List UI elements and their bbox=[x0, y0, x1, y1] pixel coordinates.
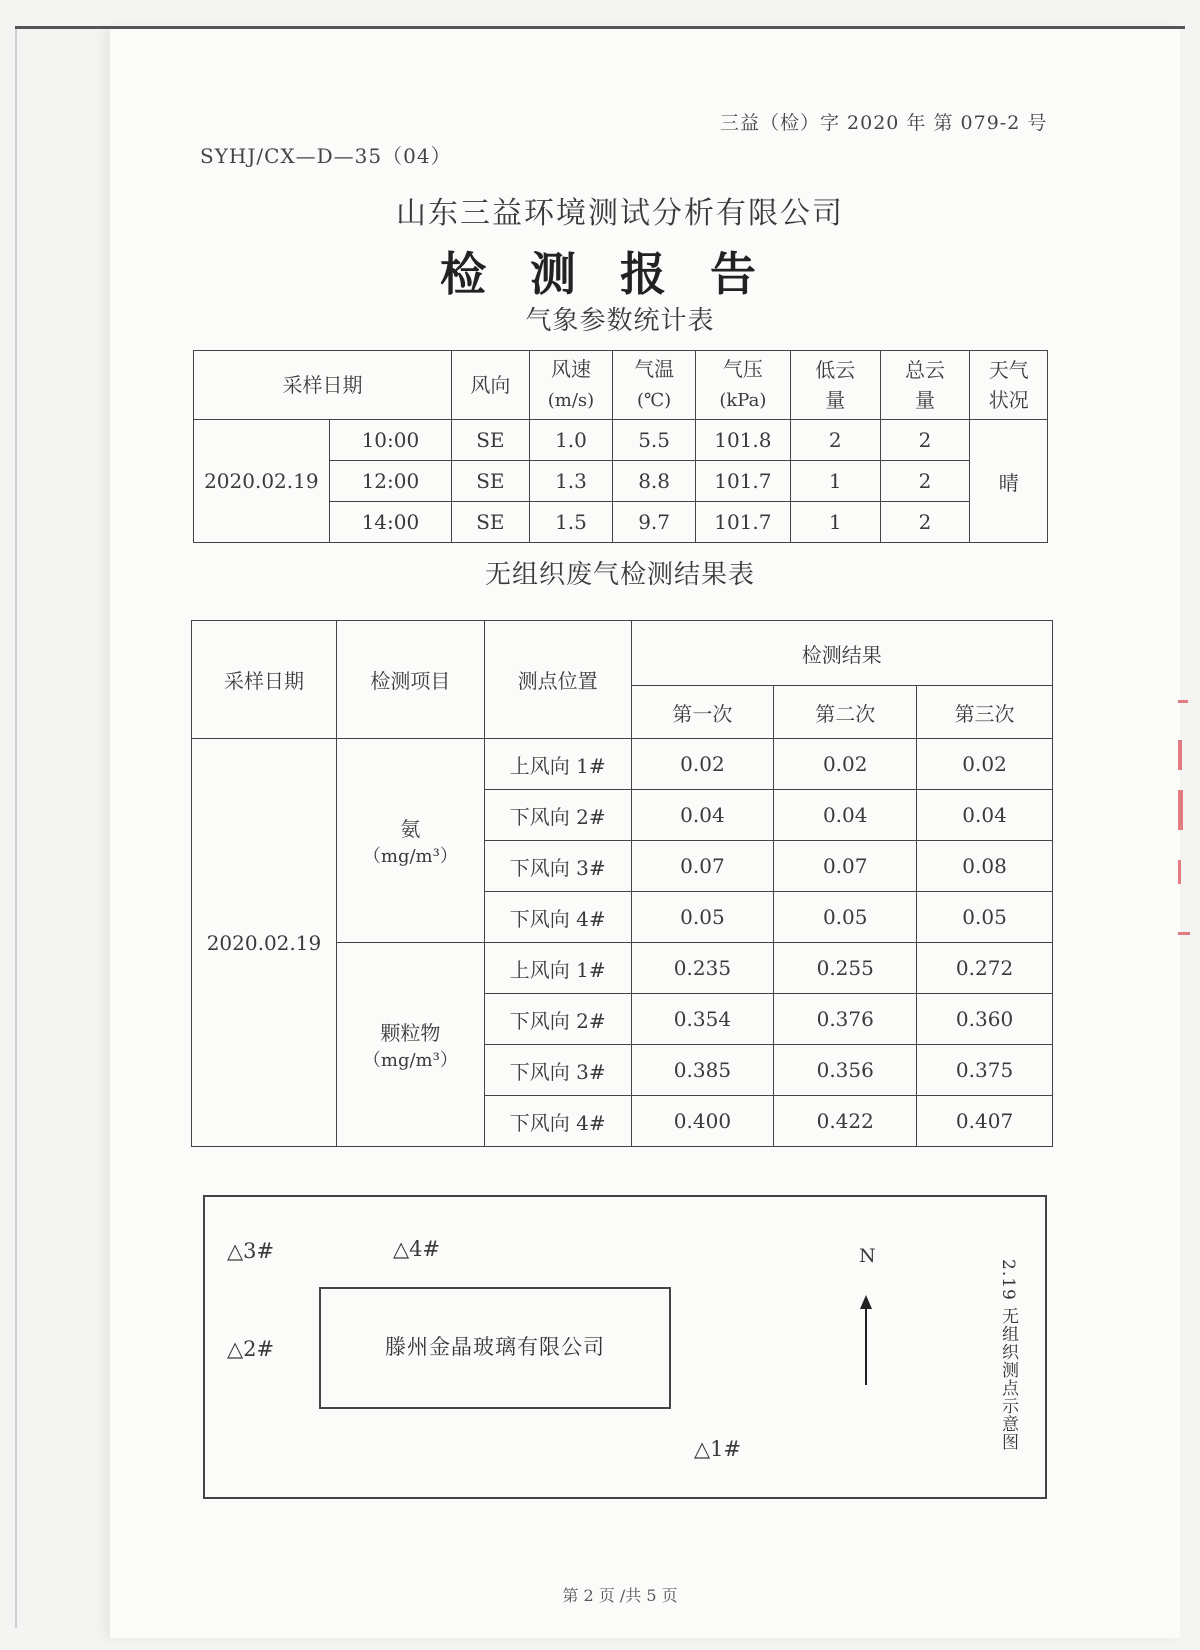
point-cell: 下风向 2# bbox=[484, 994, 631, 1045]
wind-speed-cell: 1.0 bbox=[529, 420, 613, 461]
emission-date-cell: 2020.02.19 bbox=[192, 739, 337, 1147]
result-cell: 0.02 bbox=[917, 739, 1053, 790]
emission-header-third: 第三次 bbox=[917, 686, 1053, 739]
emission-header-point: 测点位置 bbox=[484, 621, 631, 739]
pressure-label: 气压 bbox=[722, 357, 763, 381]
result-cell: 0.235 bbox=[631, 943, 774, 994]
low-cloud-cell: 1 bbox=[790, 502, 880, 543]
weather-header-wind-dir: 风向 bbox=[452, 351, 530, 420]
table-row bbox=[194, 420, 1048, 461]
emission-header-second: 第二次 bbox=[774, 686, 917, 739]
point-cell: 下风向 4# bbox=[484, 1096, 631, 1147]
item-particulate-cell bbox=[336, 943, 484, 1147]
temp-unit: (℃) bbox=[637, 390, 672, 411]
low-cloud-label-2: 量 bbox=[825, 388, 846, 412]
result-cell: 0.04 bbox=[774, 790, 917, 841]
result-cell: 0.02 bbox=[631, 739, 774, 790]
point-cell: 上风向 1# bbox=[484, 739, 631, 790]
weather-header-pressure bbox=[695, 351, 790, 420]
point-3-marker: △3# bbox=[227, 1239, 275, 1263]
result-cell: 0.07 bbox=[631, 841, 774, 892]
time-cell: 14:00 bbox=[329, 502, 451, 543]
item-unit: （mg/m³） bbox=[362, 1050, 458, 1071]
result-cell: 0.356 bbox=[774, 1045, 917, 1096]
sampling-point-diagram bbox=[203, 1195, 1047, 1499]
item-name: 氨 bbox=[400, 817, 421, 841]
weather-label-1: 天气 bbox=[988, 358, 1029, 382]
wind-speed-cell: 1.5 bbox=[529, 502, 613, 543]
point-cell: 上风向 1# bbox=[484, 943, 631, 994]
wind-speed-label: 风速 bbox=[550, 357, 591, 381]
company-name: 山东三益环境测试分析有限公司 bbox=[396, 196, 844, 231]
weather-condition-cell: 晴 bbox=[970, 420, 1048, 543]
point-cell: 下风向 3# bbox=[484, 841, 631, 892]
total-cloud-cell: 2 bbox=[880, 461, 970, 502]
weather-header-weather bbox=[970, 351, 1048, 420]
point-2-marker: △2# bbox=[227, 1337, 275, 1361]
weather-header-wind-speed bbox=[529, 351, 613, 420]
plant-name: 滕州金晶玻璃有限公司 bbox=[385, 1335, 605, 1359]
result-cell: 0.407 bbox=[917, 1096, 1053, 1147]
total-cloud-label-1: 总云 bbox=[904, 358, 945, 382]
document-code: SYHJ/CX—D—35（04） bbox=[200, 144, 452, 168]
weather-table bbox=[193, 350, 1048, 543]
result-cell: 0.354 bbox=[631, 994, 774, 1045]
time-cell: 12:00 bbox=[329, 461, 451, 502]
emission-table-caption: 无组织废气检测结果表 bbox=[484, 560, 755, 590]
time-cell: 10:00 bbox=[329, 420, 451, 461]
result-cell: 0.375 bbox=[917, 1045, 1053, 1096]
result-cell: 0.422 bbox=[774, 1096, 917, 1147]
result-cell: 0.05 bbox=[917, 892, 1053, 943]
weather-label-2: 状况 bbox=[988, 388, 1029, 412]
result-cell: 0.05 bbox=[631, 892, 774, 943]
report-number: 三益（检）字 2020 年 第 079-2 号 bbox=[720, 112, 1048, 134]
temp-cell: 9.7 bbox=[613, 502, 696, 543]
result-cell: 0.385 bbox=[631, 1045, 774, 1096]
temp-cell: 8.8 bbox=[613, 461, 696, 502]
result-cell: 0.272 bbox=[917, 943, 1053, 994]
result-cell: 0.255 bbox=[774, 943, 917, 994]
wind-dir-cell: SE bbox=[452, 461, 530, 502]
weather-header-row bbox=[194, 351, 1048, 420]
item-unit: （mg/m³） bbox=[362, 846, 458, 867]
pressure-unit: (kPa) bbox=[719, 390, 767, 411]
emission-header-first: 第一次 bbox=[631, 686, 774, 739]
wind-speed-cell: 1.3 bbox=[529, 461, 613, 502]
result-cell: 0.05 bbox=[774, 892, 917, 943]
point-cell: 下风向 2# bbox=[484, 790, 631, 841]
pressure-cell: 101.8 bbox=[695, 420, 790, 461]
emission-header-results: 检测结果 bbox=[631, 621, 1052, 686]
diagram-caption: 2.19 无组织测点示意图 bbox=[998, 1259, 1018, 1452]
emission-header-date: 采样日期 bbox=[192, 621, 337, 739]
result-cell: 0.360 bbox=[917, 994, 1053, 1045]
north-arrow-shaft bbox=[865, 1307, 867, 1385]
total-cloud-label-2: 量 bbox=[914, 388, 935, 412]
emission-header-row bbox=[192, 621, 1053, 686]
table-row bbox=[192, 739, 1053, 790]
low-cloud-cell: 1 bbox=[790, 461, 880, 502]
wind-dir-cell: SE bbox=[452, 502, 530, 543]
weather-header-temp bbox=[613, 351, 696, 420]
weather-date-cell: 2020.02.19 bbox=[194, 420, 330, 543]
seal-stamp-fragment bbox=[1172, 700, 1190, 940]
total-cloud-cell: 2 bbox=[880, 502, 970, 543]
weather-header-low-cloud bbox=[790, 351, 880, 420]
point-cell: 下风向 3# bbox=[484, 1045, 631, 1096]
emission-header-item: 检测项目 bbox=[336, 621, 484, 739]
temp-cell: 5.5 bbox=[613, 420, 696, 461]
page-number: 第 2 页 /共 5 页 bbox=[562, 1586, 678, 1605]
report-title: 检测报告 bbox=[440, 247, 800, 301]
result-cell: 0.04 bbox=[631, 790, 774, 841]
point-4-marker: △4# bbox=[393, 1237, 441, 1261]
emission-table bbox=[191, 620, 1053, 1147]
result-cell: 0.07 bbox=[774, 841, 917, 892]
item-name: 颗粒物 bbox=[380, 1021, 441, 1045]
result-cell: 0.08 bbox=[917, 841, 1053, 892]
result-cell: 0.02 bbox=[774, 739, 917, 790]
temp-label: 气温 bbox=[634, 357, 675, 381]
low-cloud-cell: 2 bbox=[790, 420, 880, 461]
result-cell: 0.04 bbox=[917, 790, 1053, 841]
low-cloud-label-1: 低云 bbox=[815, 358, 856, 382]
point-cell: 下风向 4# bbox=[484, 892, 631, 943]
pressure-cell: 101.7 bbox=[695, 461, 790, 502]
weather-header-total-cloud bbox=[880, 351, 970, 420]
result-cell: 0.400 bbox=[631, 1096, 774, 1147]
plant-outline bbox=[319, 1287, 671, 1409]
wind-speed-unit: (m/s) bbox=[547, 390, 595, 411]
scan-top-edge bbox=[15, 26, 1185, 29]
point-1-marker: △1# bbox=[694, 1437, 742, 1461]
weather-header-date: 采样日期 bbox=[194, 351, 452, 420]
total-cloud-cell: 2 bbox=[880, 420, 970, 461]
result-cell: 0.376 bbox=[774, 994, 917, 1045]
weather-table-caption: 气象参数统计表 bbox=[525, 306, 715, 336]
north-label: N bbox=[859, 1245, 876, 1267]
wind-dir-cell: SE bbox=[452, 420, 530, 461]
pressure-cell: 101.7 bbox=[695, 502, 790, 543]
item-ammonia-cell bbox=[336, 739, 484, 943]
